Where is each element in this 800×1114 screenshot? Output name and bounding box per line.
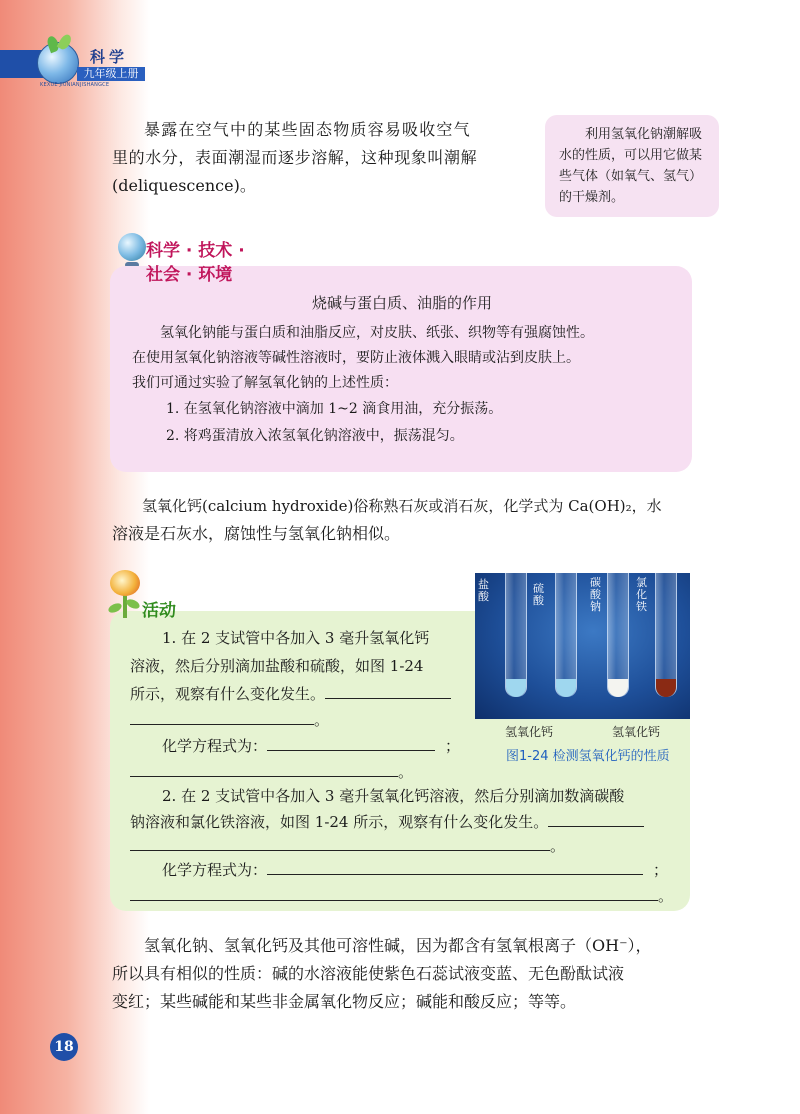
equation-blank[interactable] bbox=[267, 736, 435, 751]
tube-liquid bbox=[608, 679, 628, 697]
intro-line: 暴露在空气中的某些固态物质容易吸收空气 bbox=[144, 120, 471, 139]
header-subject: 科学 bbox=[90, 48, 129, 66]
tube-base-label: 氢氧化钙 bbox=[505, 725, 554, 739]
closing-line: 所以具有相似的性质：碱的水溶液能使紫色石蕊试液变蓝、无色酚酞试液 bbox=[112, 964, 625, 983]
activity-q2-line bbox=[130, 812, 644, 832]
side-note: 利用氢氧化钠潮解吸水的性质，可以用它做某些气体（如氧气、氢气）的干燥剂。 bbox=[545, 115, 719, 217]
closing-line: 变红；某些碱能和某些非金属氧化物反应；碱能和酸反应；等等。 bbox=[112, 992, 577, 1011]
equation-line bbox=[130, 886, 673, 906]
intro-paragraph bbox=[112, 116, 542, 200]
equation-blank[interactable] bbox=[130, 886, 658, 901]
activity-q1-text: 所示，观察有什么变化发生。 bbox=[130, 685, 326, 703]
activity-flower-icon bbox=[110, 570, 140, 596]
activity-q2-line: 2. 在 2 支试管中各加入 3 毫升氢氧化钙溶液，然后分别滴加数滴碳酸 bbox=[162, 787, 625, 805]
page-number: 18 bbox=[50, 1033, 78, 1061]
equation-label: 化学方程式为： bbox=[162, 861, 268, 879]
globe-icon bbox=[118, 233, 146, 261]
activity-q1-line: 1. 在 2 支试管中各加入 3 毫升氢氧化钙 bbox=[162, 629, 430, 647]
test-tube bbox=[555, 573, 577, 697]
answer-blank[interactable] bbox=[325, 684, 451, 699]
tube-label: 碳酸钠 bbox=[590, 576, 601, 613]
activity-q2-text: 钠溶液和氯化铁溶液，如图 1-24 所示，观察有什么变化发生。 bbox=[130, 813, 549, 831]
sts-line: 氢氧化钠能与蛋白质和油脂反应，对皮肤、纸张、织物等有强腐蚀性。 bbox=[160, 325, 594, 341]
sts-label: 社会 · 环境 bbox=[146, 265, 233, 285]
equation-line bbox=[162, 736, 460, 756]
closing-paragraph bbox=[112, 932, 712, 1016]
closing-line: 氢氧化钠、氢氧化钙及其他可溶性碱，因为都含有氢氧根离子（OH⁻）， bbox=[144, 936, 652, 955]
tube-liquid bbox=[556, 679, 576, 697]
equation-line bbox=[130, 762, 413, 782]
calcium-paragraph bbox=[112, 492, 702, 548]
sts-title: 烧碱与蛋白质、油脂的作用 bbox=[311, 294, 492, 312]
tube-liquid bbox=[506, 679, 526, 697]
equation-blank[interactable] bbox=[130, 762, 398, 777]
calcium-line: 氢氧化钙(calcium hydroxide)俗称熟石灰或消石灰，化学式为 Ca(OH)₂，水 bbox=[142, 497, 662, 515]
activity-label: 活动 bbox=[142, 601, 176, 621]
punctuation: ； bbox=[653, 861, 669, 879]
calcium-line: 溶液是石灰水，腐蚀性与氢氧化钠相似。 bbox=[112, 524, 401, 543]
test-tube bbox=[607, 573, 629, 697]
header-grade: 九年级上册 bbox=[77, 67, 145, 81]
activity-q2-line bbox=[130, 836, 565, 856]
tube-label: 盐酸 bbox=[478, 578, 489, 603]
test-tube-photo bbox=[475, 573, 690, 719]
punctuation: 。 bbox=[550, 837, 566, 855]
tube-label: 硫酸 bbox=[533, 582, 544, 607]
answer-blank[interactable] bbox=[548, 812, 644, 827]
sts-item: 2. 将鸡蛋清放入浓氢氧化钠溶液中，振荡混匀。 bbox=[166, 428, 464, 444]
activity-q1-line bbox=[130, 710, 329, 730]
sts-section bbox=[110, 266, 692, 472]
sts-label: 科学 · 技术 · bbox=[146, 241, 245, 261]
intro-line: 里的水分，表面潮湿而逐步溶解，这种现象叫潮解 bbox=[112, 148, 478, 167]
activity-q1-line: 溶液，然后分别滴加盐酸和硫酸，如图 1-24 bbox=[130, 657, 424, 675]
intro-line: (deliquescence)。 bbox=[112, 176, 256, 195]
tube-liquid bbox=[656, 679, 676, 697]
answer-blank[interactable] bbox=[130, 710, 314, 725]
equation-label: 化学方程式为： bbox=[162, 737, 268, 755]
sts-line: 我们可通过实验了解氢氧化钠的上述性质： bbox=[132, 375, 398, 391]
punctuation: 。 bbox=[314, 711, 330, 729]
answer-blank[interactable] bbox=[130, 836, 550, 851]
equation-blank[interactable] bbox=[267, 860, 643, 875]
test-tube bbox=[505, 573, 527, 697]
header-pinyin: KEXUE JIUNIANJISHANGCE bbox=[40, 82, 110, 88]
sts-item: 1. 在氢氧化钠溶液中滴加 1~2 滴食用油，充分振荡。 bbox=[166, 401, 503, 417]
sts-line: 在使用氢氧化钠溶液等碱性溶液时，要防止液体溅入眼睛或沾到皮肤上。 bbox=[132, 350, 580, 366]
punctuation: 。 bbox=[658, 887, 674, 905]
activity-q1-line bbox=[130, 684, 451, 704]
equation-line bbox=[162, 860, 668, 880]
tube-label: 氯化铁 bbox=[636, 576, 647, 613]
punctuation: ； bbox=[445, 737, 461, 755]
punctuation: 。 bbox=[398, 763, 414, 781]
tube-base-label: 氢氧化钙 bbox=[612, 725, 661, 739]
figure-caption: 图1-24 检测氢氧化钙的性质 bbox=[506, 749, 670, 764]
test-tube bbox=[655, 573, 677, 697]
